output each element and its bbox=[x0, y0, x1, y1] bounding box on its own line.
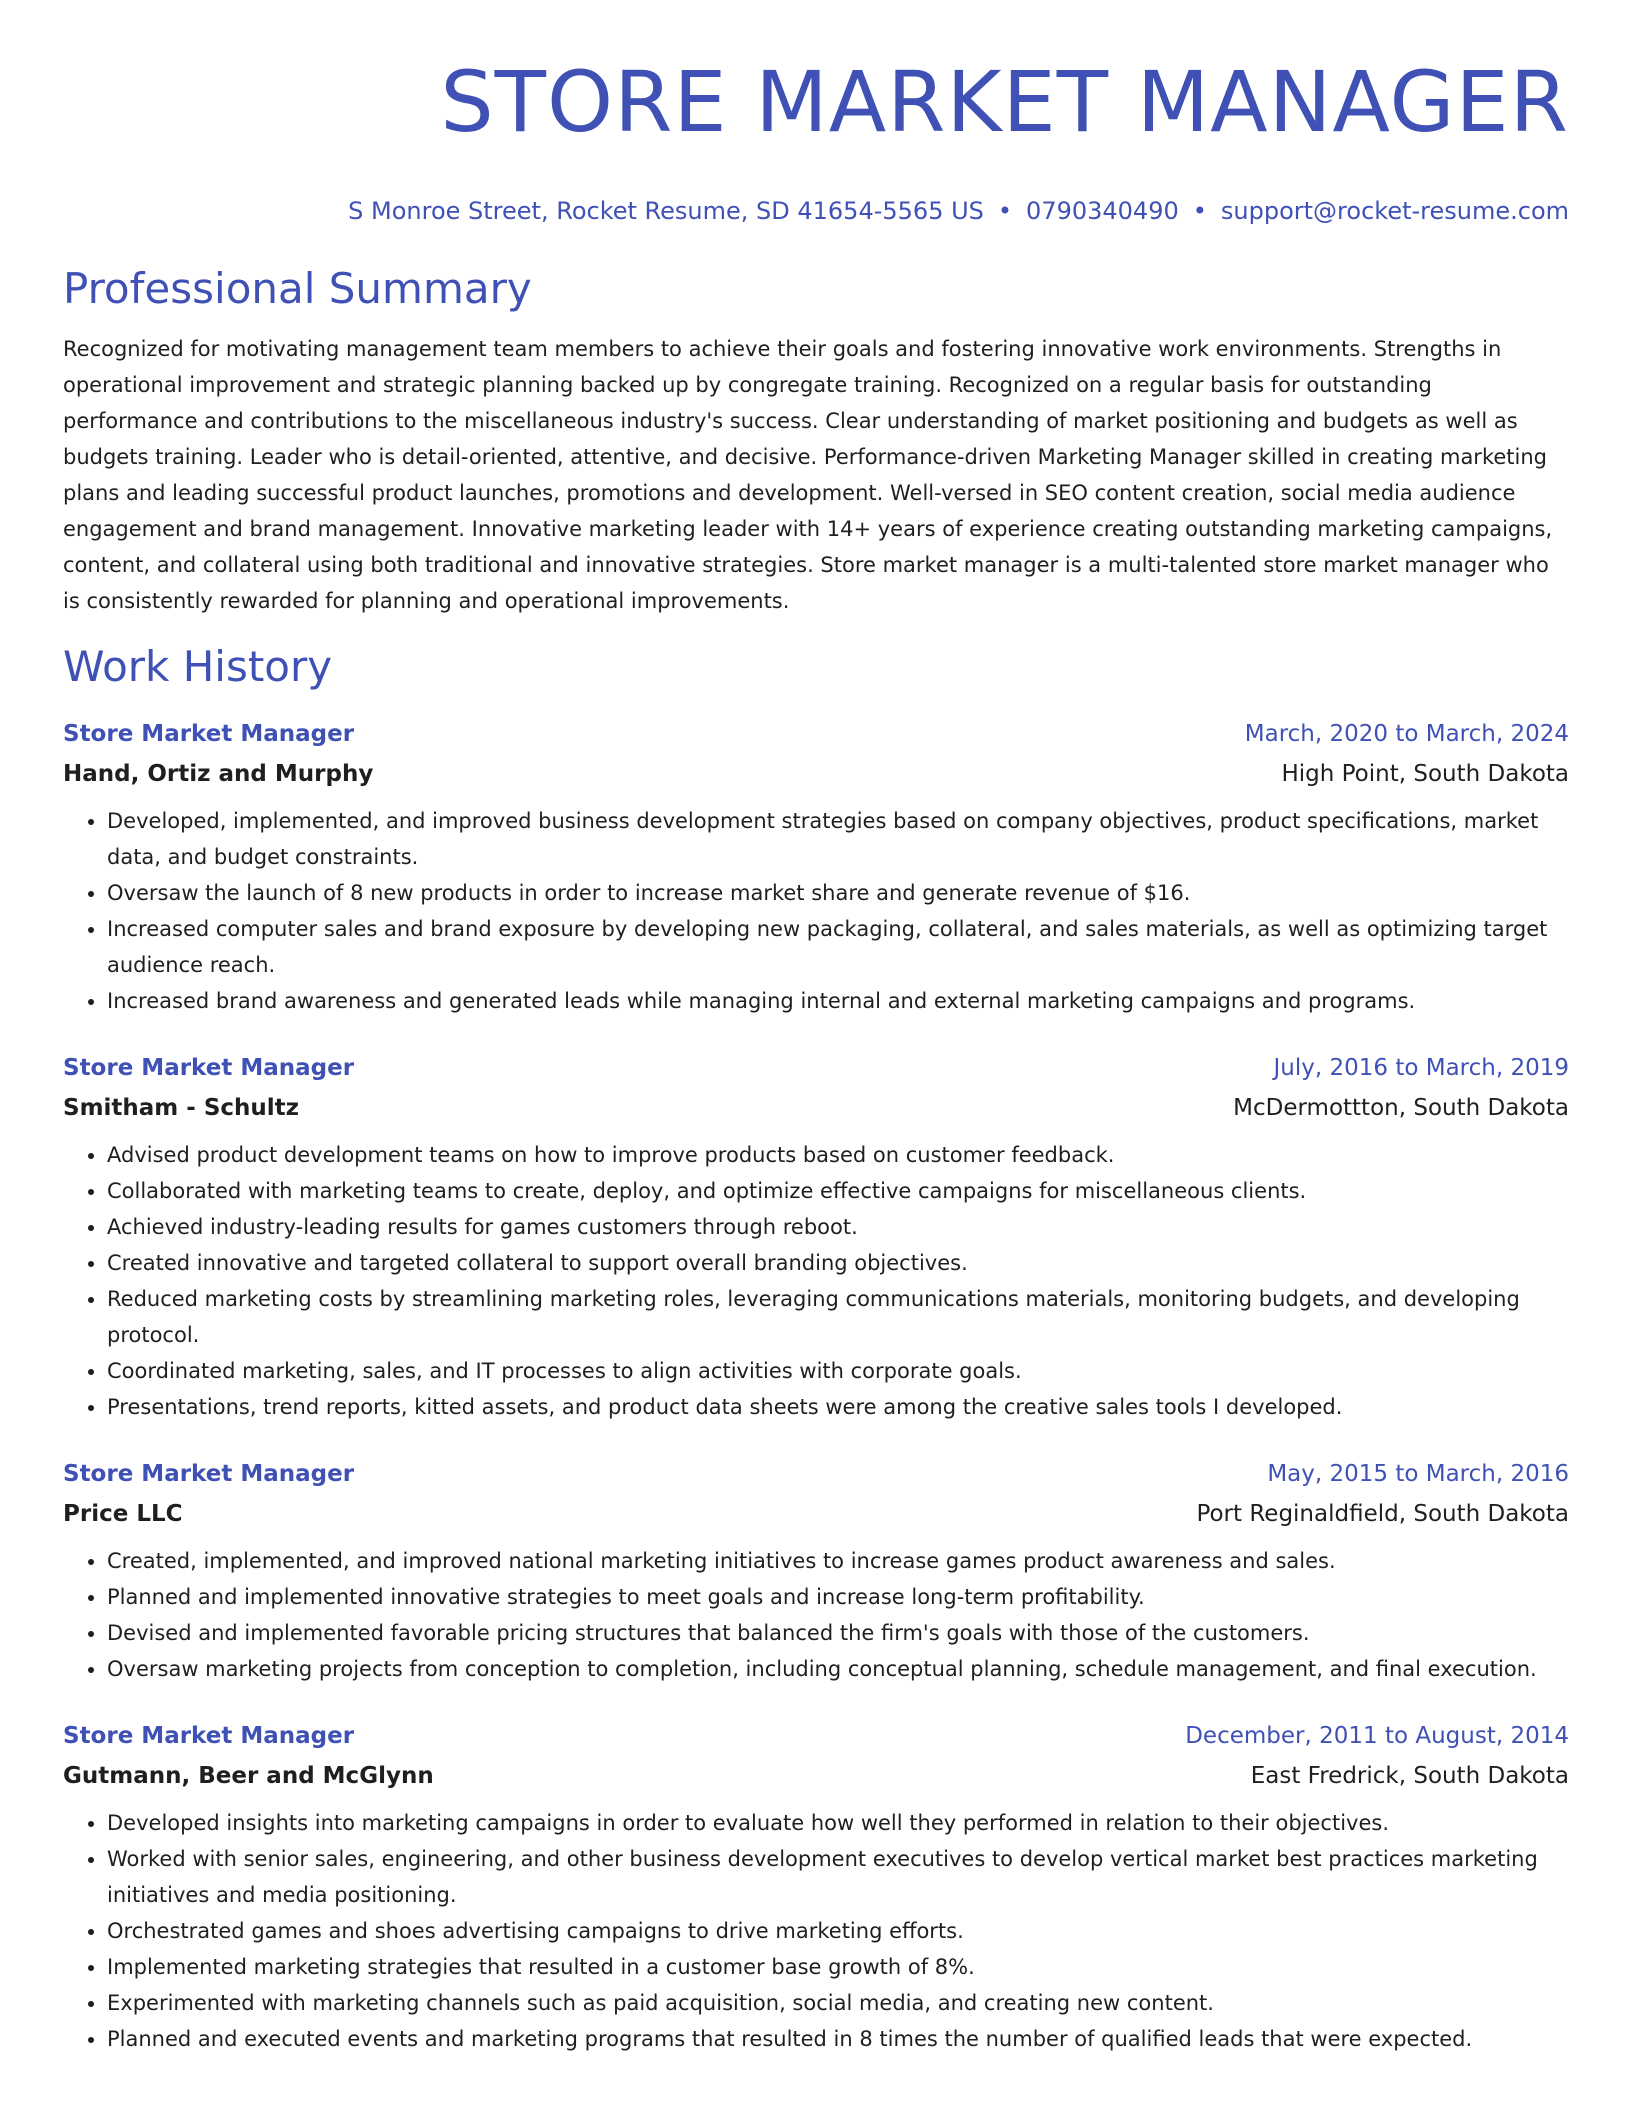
contact-address: S Monroe Street, Rocket Resume, SD 41654-5565 US bbox=[348, 197, 984, 225]
job-bullet: • Presentations, trend reports, kitted assets, and product data sheets were among the creative sales tools I developed. bbox=[107, 1389, 1569, 1425]
job-company: Gutmann, Beer and McGlynn bbox=[63, 1763, 434, 1789]
job-bullet: • Experimented with marketing channels such as paid acquisition, social media, and creating new content. bbox=[107, 1985, 1569, 2021]
contact-separator: • bbox=[997, 197, 1013, 225]
job-title-row bbox=[63, 1721, 1569, 1751]
job-bullet: • Orchestrated games and shoes advertising campaigns to drive marketing efforts. bbox=[107, 1913, 1569, 1949]
job-company-row bbox=[63, 1761, 1569, 1791]
job-title: Store Market Manager bbox=[63, 1723, 355, 1749]
job-bullet: • Increased brand awareness and generated leads while managing internal and external marketing campaigns and programs. bbox=[107, 983, 1569, 1019]
job-bullet: • Developed, implemented, and improved business development strategies based on company objectives, product specifications, market data, and budget constraints. bbox=[107, 803, 1569, 875]
job-title-row bbox=[63, 1459, 1569, 1489]
job-bullet: • Implemented marketing strategies that resulted in a customer base growth of 8%. bbox=[107, 1949, 1569, 1985]
job-bullet: • Advised product development teams on how to improve products based on customer feedback. bbox=[107, 1137, 1569, 1173]
job-company: Price LLC bbox=[63, 1501, 183, 1527]
job-title-row bbox=[63, 719, 1569, 749]
job-bullet: • Planned and executed events and marketing programs that resulted in 8 times the number of qualified leads that were expected. bbox=[107, 2021, 1569, 2057]
job-bullet: • Created, implemented, and improved national marketing initiatives to increase games product awareness and sales. bbox=[107, 1543, 1569, 1579]
job-entry bbox=[63, 1721, 1569, 2057]
summary-heading: Professional Summary bbox=[63, 264, 532, 313]
job-location: McDermottton, South Dakota bbox=[1233, 1095, 1569, 1121]
job-company-row bbox=[63, 1499, 1569, 1529]
job-bullet: • Oversaw the launch of 8 new products in order to increase market share and generate revenue of $16. bbox=[107, 875, 1569, 911]
job-bullet: • Coordinated marketing, sales, and IT processes to align activities with corporate goals. bbox=[107, 1353, 1569, 1389]
job-location: High Point, South Dakota bbox=[1281, 761, 1569, 787]
job-company-row bbox=[63, 1093, 1569, 1123]
job-title-row bbox=[63, 1053, 1569, 1083]
contact-email[interactable]: support@rocket-resume.com bbox=[1220, 197, 1569, 225]
job-bullet: • Achieved industry-leading results for games customers through reboot. bbox=[107, 1209, 1569, 1245]
job-dates: July, 2016 to March, 2019 bbox=[1273, 1055, 1569, 1081]
resume-name: STORE MARKET MANAGER bbox=[440, 53, 1569, 151]
job-bullet: • Devised and implemented favorable pricing structures that balanced the firm's goals with those of the customers. bbox=[107, 1615, 1569, 1651]
job-title: Store Market Manager bbox=[63, 1461, 355, 1487]
contact-separator: • bbox=[1192, 197, 1207, 225]
job-bullet: • Collaborated with marketing teams to create, deploy, and optimize effective campaigns for miscellaneous clients. bbox=[107, 1173, 1569, 1209]
job-dates: March, 2020 to March, 2024 bbox=[1244, 721, 1569, 747]
summary-text: Recognized for motivating management team members to achieve their goals and fostering innovative work environments. Strengths in operational improvement and strategic planning backed up by congregate training. Recognized on a regular basis for outstanding performance and contributions to the miscellaneous industry's success. Clear understanding of market positioning and budgets as well as budgets training. Leader who is detail-oriented, attentive, and decisive. Performance-driven Marketing Manager skilled in creating marketing plans and leading successful product launches, promotions and development. Well-versed in SEO content creation, social media audience engagement and brand management. Innovative marketing leader with 14+ years of experience creating outstanding marketing campaigns, content, and collateral using both traditional and innovative strategies. Store market manager is a multi-talented store market manager who is consistently rewarded for planning and operational improvements. bbox=[63, 337, 1553, 613]
job-location: Port Reginaldfield, South Dakota bbox=[1196, 1501, 1569, 1527]
job-entry bbox=[63, 1459, 1569, 1687]
job-dates: May, 2015 to March, 2016 bbox=[1267, 1461, 1569, 1487]
job-company: Hand, Ortiz and Murphy bbox=[63, 761, 374, 787]
job-location: East Fredrick, South Dakota bbox=[1250, 1763, 1569, 1789]
contact-line bbox=[63, 196, 1569, 226]
job-bullet: • Developed insights into marketing campaigns in order to evaluate how well they performed in relation to their objectives. bbox=[107, 1805, 1569, 1841]
work-history-heading: Work History bbox=[63, 642, 333, 691]
job-bullets bbox=[63, 1543, 1569, 1687]
job-dates: December, 2011 to August, 2014 bbox=[1185, 1723, 1569, 1749]
job-title: Store Market Manager bbox=[63, 721, 355, 747]
job-entry bbox=[63, 1053, 1569, 1425]
job-bullets bbox=[63, 803, 1569, 1019]
job-bullet: • Created innovative and targeted collateral to support overall branding objectives. bbox=[107, 1245, 1569, 1281]
job-bullet: • Increased computer sales and brand exposure by developing new packaging, collateral, and sales materials, as well as optimizing target audience reach. bbox=[107, 911, 1569, 983]
job-bullet: • Reduced marketing costs by streamlining marketing roles, leveraging communications materials, monitoring budgets, and developing protocol. bbox=[107, 1281, 1569, 1353]
work-history-list bbox=[63, 719, 1569, 2057]
job-bullet: • Oversaw marketing projects from conception to completion, including conceptual planning, schedule management, and final execution. bbox=[107, 1651, 1569, 1687]
contact-phone: 0790340490 bbox=[1026, 197, 1179, 225]
job-bullet: • Worked with senior sales, engineering, and other business development executives to develop vertical market best practices marketing initiatives and media positioning. bbox=[107, 1841, 1569, 1913]
job-title: Store Market Manager bbox=[63, 1055, 355, 1081]
job-company-row bbox=[63, 759, 1569, 789]
job-bullets bbox=[63, 1137, 1569, 1425]
resume-header bbox=[63, 50, 1569, 226]
job-entry bbox=[63, 719, 1569, 1019]
job-bullets bbox=[63, 1805, 1569, 2057]
job-bullet: • Planned and implemented innovative strategies to meet goals and increase long-term profitability. bbox=[107, 1579, 1569, 1615]
job-company: Smitham - Schultz bbox=[63, 1095, 300, 1121]
